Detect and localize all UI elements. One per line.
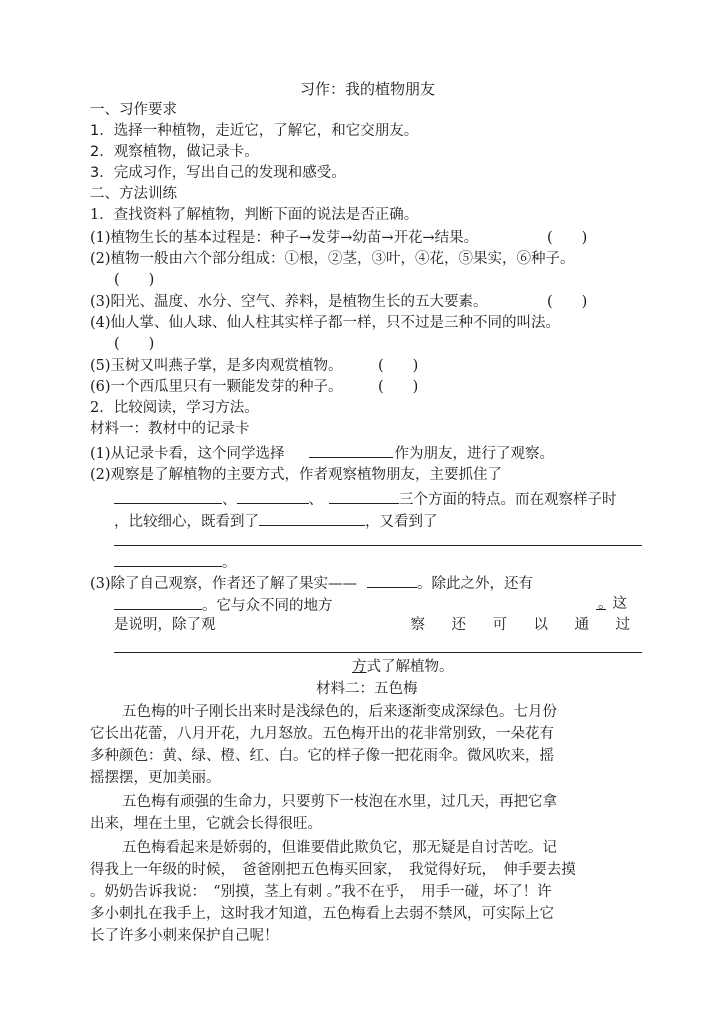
spaced-char: 过 (615, 617, 630, 633)
judgment-5 (90, 356, 343, 376)
question-text: 。除此之外，还有 (417, 576, 534, 592)
section1-heading: 一、习作要求 (90, 102, 177, 118)
spaced-char: 察 (410, 617, 425, 633)
answer-paren[interactable]: ( ) (547, 294, 588, 310)
answer-blank[interactable] (114, 488, 222, 504)
m1-question-2-line3 (114, 510, 438, 532)
answer-paren[interactable]: ( ) (114, 272, 155, 288)
paragraph-line: 得我上一年级的时候， 爸爸刚把五色梅买回家， 我觉得好玩， 伸手要去摸 (90, 862, 576, 878)
question-text: 作为朋友，进行了观察。 (394, 446, 555, 462)
m1-question-2-line5 (114, 551, 237, 573)
judgment-number: (3) (90, 294, 111, 310)
answer-paren[interactable]: ( ) (114, 336, 155, 352)
judgment-4 (90, 313, 560, 333)
paragraph-line: 五色梅有顽强的生命力，只要剪下一枝泡在水里，过几天，再把它拿 (122, 794, 557, 810)
question-text: 除了自己观察，作者还了解了果实—— (110, 576, 358, 592)
judgment-6 (90, 377, 343, 397)
paragraph-line: 五色梅的叶子刚长出来时是浅绿色的，后来逐渐变成深绿色。七月份 (122, 704, 557, 720)
paragraph-line: 出来，埋在土里，它就会长得很旺。 (90, 816, 322, 832)
answer-blank[interactable] (259, 510, 365, 526)
question-2: 2．比较阅读，学习方法。 (90, 400, 259, 416)
spaced-char: 通 (574, 617, 589, 633)
underlined-char: 方 (352, 659, 367, 675)
item-number: 1． (90, 123, 114, 139)
separator: 、 (308, 492, 323, 508)
judgment-text: 植物一般由六个部分组成：①根，②茎，③叶，④花，⑤果实，⑥种子。 (110, 251, 575, 267)
question-text: 三个方面的特点。而在观察样子时 (399, 492, 617, 508)
paragraph-line: 。奶奶告诉我说： “别摸，茎上有刺 。”我不在乎， 用手一碰，坏了！许 (90, 884, 552, 900)
m1-question-3-line2 (114, 594, 333, 616)
answer-blank[interactable] (114, 594, 202, 610)
paragraph-line: 摇摆摆，更加美丽。 (90, 770, 221, 786)
judgment-text: 仙人掌、仙人球、仙人柱其实样子都一样，只不过是三种不同的叫法。 (110, 315, 561, 331)
judgment-text: 植物生长的基本过程是：种子→发芽→幼苗→开花→结果。 (110, 230, 479, 246)
paragraph-line: 五色梅看起来是娇弱的，但谁要借此欺负它，那无疑是自讨苦吃。记 (122, 840, 557, 856)
page-title: 习作：我的植物朋友 (300, 80, 436, 98)
judgment-number: (2) (90, 251, 111, 267)
m1-question-3 (90, 572, 533, 594)
answer-blank[interactable] (367, 572, 417, 588)
answer-paren[interactable]: ( ) (547, 230, 588, 246)
answer-blank[interactable] (309, 442, 393, 458)
answer-blank[interactable] (329, 488, 399, 504)
item-text: 完成习作，写出自己的发现和感受。 (113, 165, 346, 181)
m1-question-2 (90, 465, 502, 485)
item-number: 2． (90, 144, 114, 160)
judgment-number: (6) (90, 379, 111, 395)
spaced-char: 还 (451, 617, 466, 633)
material1-heading: 材料一：教材中的记录卡 (90, 421, 250, 437)
spaced-char: 以 (533, 617, 548, 633)
m1-question-3-line3 (114, 615, 630, 635)
m1-question-2-line2 (114, 488, 617, 510)
separator: 、 (222, 492, 237, 508)
paragraph-line: 长了许多小刺来保护自己呢！ (90, 928, 279, 944)
answer-blank[interactable] (237, 488, 309, 504)
judgment-3 (90, 292, 488, 312)
requirement-item-2 (90, 142, 259, 162)
answer-paren[interactable]: ( ) (378, 358, 419, 374)
question-text: 是说明，除了观 (114, 617, 216, 633)
item-text: 观察植物，做记录卡。 (113, 144, 259, 160)
question-text: 。它与众不同的地方 (202, 598, 333, 614)
question-text: 观察是了解植物的主要方式，作者观察植物朋友，主要抓住了 (110, 467, 503, 483)
judgment-text: 阳光、温度、水分、空气、养料，是植物生长的五大要素。 (110, 294, 488, 310)
judgment-1 (90, 228, 478, 248)
section2-heading: 二、方法训练 (90, 186, 177, 202)
question-text: 。这 (598, 596, 627, 612)
judgment-number: (5) (90, 358, 111, 374)
question-text: ，又看到了 (365, 514, 438, 530)
paragraph-line: 多种颜色：黄、绿、橙、红、白。它的样子像一把花雨伞。微风吹来，摇 (90, 748, 554, 764)
item-number: 3． (90, 165, 114, 181)
requirement-item-1 (90, 121, 418, 141)
period: 。 (222, 555, 237, 571)
paragraph-line: 多小刺扎在我手上，这时我才知道，五色梅看上去弱不禁风，可实际上它 (90, 906, 554, 922)
paragraph-line: 它长出花蕾，八月开花，九月怒放。五色梅开出的花非常别致，一朵花有 (90, 726, 554, 742)
spaced-char: 可 (492, 617, 507, 633)
material2-heading: 材料二：五色梅 (316, 681, 418, 697)
judgment-text: 一个西瓜里只有一颗能发芽的种子。 (110, 379, 343, 395)
question-number: (2) (90, 467, 111, 483)
judgment-number: (4) (90, 315, 111, 331)
question-1: 1．查找资料了解植物，判断下面的说法是否正确。 (90, 207, 419, 223)
judgment-text: 玉树又叫燕子掌，是多肉观赏植物。 (110, 358, 343, 374)
question-text: 从记录卡看，这个同学选择 (110, 446, 285, 462)
question-number: (1) (90, 446, 111, 462)
requirement-item-3 (90, 163, 346, 183)
item-text: 选择一种植物，走近它，了解它，和它交朋友。 (113, 123, 419, 139)
answer-blank[interactable] (114, 551, 222, 567)
question-text: ，比较细心，既看到了 (114, 514, 259, 530)
answer-paren[interactable]: ( ) (378, 379, 419, 395)
m1-question-1 (90, 442, 554, 464)
judgment-number: (1) (90, 230, 111, 246)
question-number: (3) (90, 576, 111, 592)
m1-question-3-line4 (352, 657, 454, 677)
judgment-2 (90, 249, 575, 269)
question-text: 式了解植物。 (366, 659, 454, 675)
answer-line[interactable] (114, 652, 642, 653)
answer-line[interactable] (114, 545, 642, 546)
